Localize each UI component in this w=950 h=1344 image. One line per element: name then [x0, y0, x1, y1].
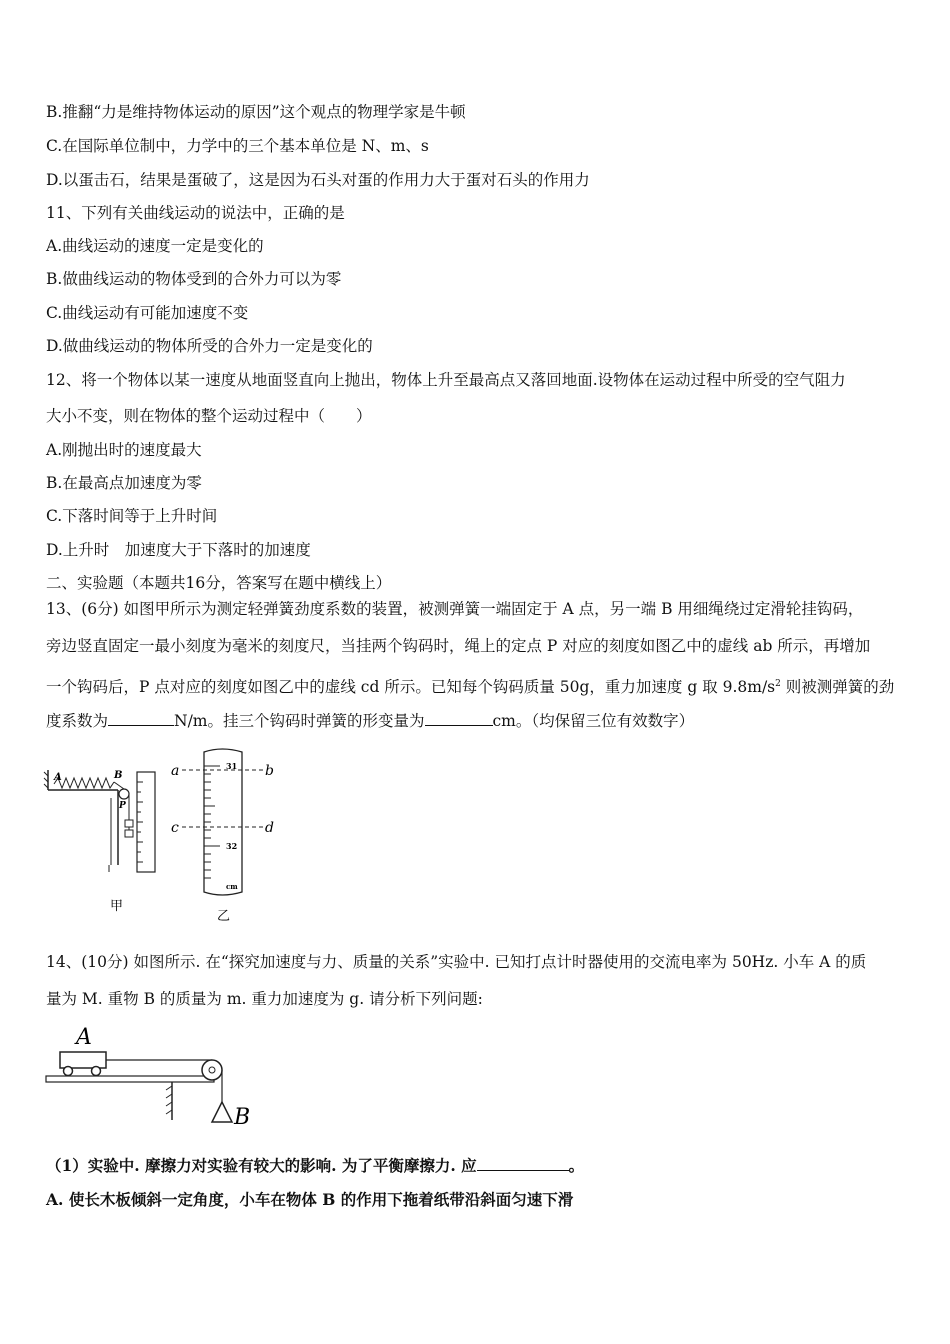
label-cart-a: A — [76, 1025, 92, 1050]
q12-option-d: D.上升时 加速度大于下落时的加速度 — [46, 541, 311, 559]
q12-option-a: A.刚抛出时的速度最大 — [46, 441, 202, 459]
q14-option-a: A. 使长木板倾斜一定角度，小车在物体 B 的作用下拖着纸带沿斜面匀速下滑 — [46, 1190, 574, 1209]
figure-yi-ruler — [168, 748, 283, 928]
q12-stem-line1: 12、将一个物体以某一速度从地面竖直向上抛出，物体上升至最高点又落回地面.设物体在运动过程中所受的空气阻力 — [46, 371, 846, 389]
q11-option-c: C.曲线运动有可能加速度不变 — [46, 304, 249, 322]
q13-line2: 旁边竖直固定一最小刻度为毫米的刻度尺，当挂两个钩码时，绳上的定点 P 对应的刻度如图乙中的虚线 ab 所示，再增加 — [46, 637, 871, 655]
q14-line2: 量为 M. 重物 B 的质量为 m. 重力加速度为 g. 请分析下列问题: — [46, 990, 483, 1008]
label-weight-b: B — [234, 1105, 251, 1130]
q12-option-c: C.下落时间等于上升时间 — [46, 507, 218, 525]
label-point-p: P — [119, 801, 126, 811]
ruler-unit: cm — [226, 882, 238, 891]
ruler-tick-32: 32 — [226, 841, 238, 851]
figure-jia-spring-apparatus — [40, 760, 170, 920]
q14-line1: 14、(10分) 如图所示. 在“探究加速度与力、质量的关系”实验中. 已知打点计时器使用的交流电率为 50Hz. 小车 A 的质 — [46, 953, 867, 971]
q14-subquestion-1 — [46, 1155, 584, 1177]
q11-stem: 11、下列有关曲线运动的说法中，正确的是 — [46, 204, 345, 222]
section-heading-experiments: 二、实验题（本题共16分，答案写在题中横线上） — [46, 574, 392, 592]
q13-line4-text-b: N/m。挂三个钩码时弹簧的形变量为 — [174, 712, 425, 730]
q12-option-b: B.在最高点加速度为零 — [46, 474, 202, 492]
answer-blank-friction[interactable] — [477, 1156, 569, 1171]
label-point-b: B — [114, 770, 123, 781]
q13-line1: 13、(6分) 如图甲所示为测定轻弹簧劲度系数的装置，被测弹簧一端固定于 A 点，另一端 B 用细绳绕过定滑轮挂钩码， — [46, 600, 864, 618]
q10-option-b: B.推翻“力是维持物体运动的原因”这个观点的物理学家是牛顿 — [46, 103, 466, 121]
q13-line4-text-a: 度系数为 — [46, 712, 109, 730]
figure-jia-caption: 甲 — [110, 899, 124, 914]
q11-option-d: D.做曲线运动的物体所受的合外力一定是变化的 — [46, 337, 373, 355]
q10-option-d: D.以蛋击石，结果是蛋破了，这是因为石头对蛋的作用力大于蛋对石头的作用力 — [46, 171, 590, 189]
q11-option-a: A.曲线运动的速度一定是变化的 — [46, 237, 264, 255]
q13-line3 — [46, 673, 894, 698]
q13-line3-text-end: 则被测弹簧的劲 — [780, 678, 895, 697]
q13-line4 — [46, 710, 694, 732]
label-point-a: A — [54, 772, 62, 783]
q14-subquestion-1-end: 。 — [568, 1156, 585, 1175]
answer-blank-deformation[interactable] — [425, 711, 493, 726]
label-b: b — [265, 763, 274, 779]
q10-option-c: C.在国际单位制中，力学中的三个基本单位是 N、m、s — [46, 137, 429, 155]
figure-cart-pulley — [40, 1020, 270, 1132]
answer-blank-spring-constant[interactable] — [108, 711, 174, 726]
q13-line3-text: 一个钩码后，P 点对应的刻度如图乙中的虚线 cd 所示。已知每个钩码质量 50g，重力加速度 g 取 9.8m/s — [46, 678, 776, 697]
q13-unit-superscript: 2 — [775, 679, 781, 689]
label-a: a — [171, 763, 180, 779]
label-d: d — [265, 820, 274, 836]
label-c: c — [171, 820, 179, 836]
figure-yi-caption: 乙 — [217, 909, 231, 924]
ruler-tick-31: 31 — [226, 761, 238, 771]
q13-line4-text-c: cm。（均保留三位有效数字） — [492, 712, 695, 730]
q14-subquestion-1-text: （1）实验中. 摩擦力对实验有较大的影响. 为了平衡摩擦力. 应 — [46, 1156, 477, 1175]
q11-option-b: B.做曲线运动的物体受到的合外力可以为零 — [46, 270, 342, 288]
q12-stem-line2: 大小不变，则在物体的整个运动过程中（ ） — [46, 407, 372, 425]
